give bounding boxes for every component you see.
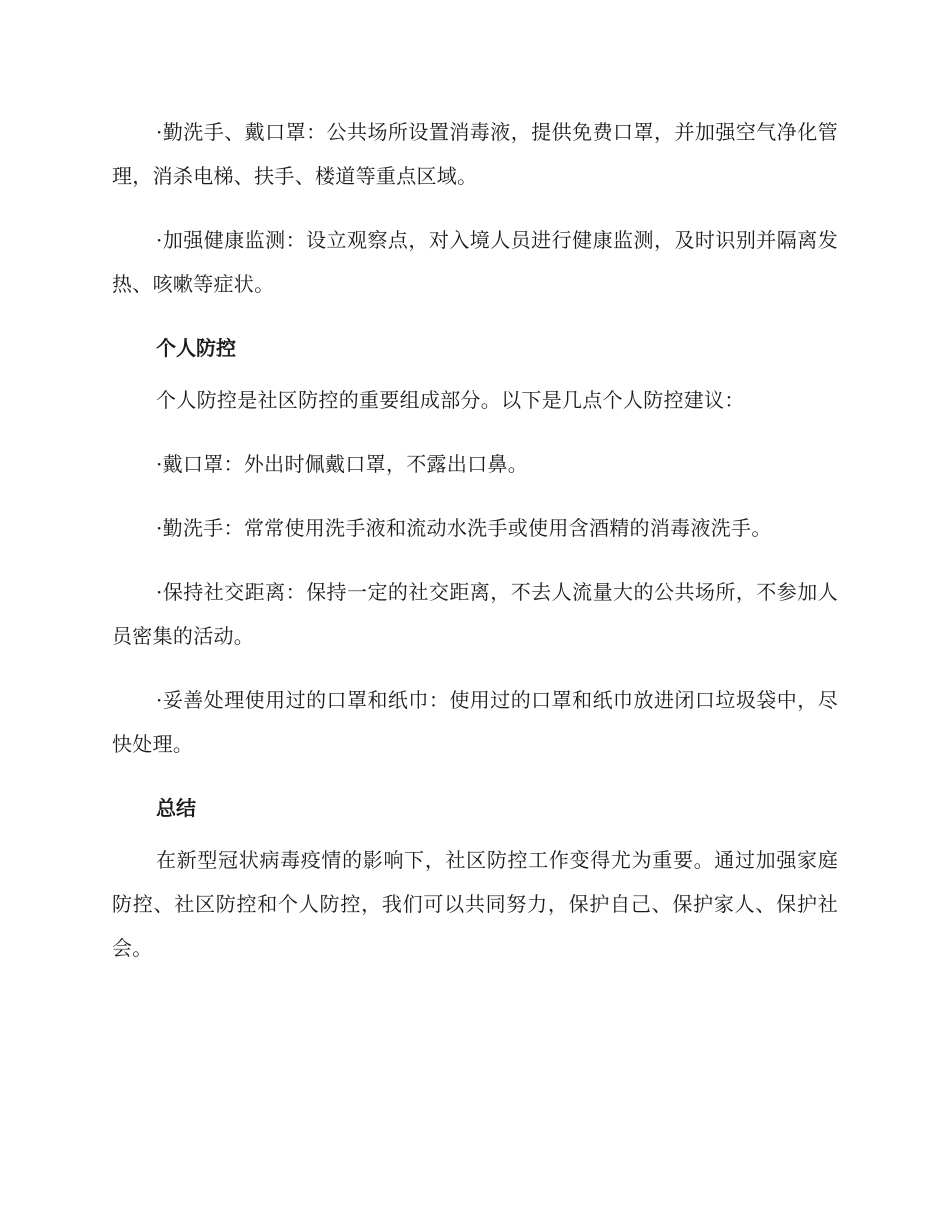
bullet-distance: ·保持社交距离：保持一定的社交距离，不去人流量大的公共场所，不参加人员密集的活动。 [112,580,838,648]
bullet-wash-hands: ·勤洗手：常常使用洗手液和流动水洗手或使用含酒精的消毒液洗手。 [156,516,772,540]
bullet-health-monitor: ·加强健康监测：设立观察点，对入境人员进行健康监测，及时识别并隔离发热、咳嗽等症状。 [112,228,838,296]
bullet-wear-mask: ·戴口罩：外出时佩戴口罩，不露出口鼻。 [156,452,529,476]
summary-text: 在新型冠状病毒疫情的影响下，社区防控工作变得尤为重要。通过加强家庭防控、社区防控和个人防控，我们可以共同努力，保护自己、保护家人、保护社会。 [112,848,838,960]
bullet-dispose: ·妥善处理使用过的口罩和纸巾：使用过的口罩和纸巾放进闭口垃圾袋中，尽快处理。 [112,688,838,756]
heading-summary: 总结 [156,796,196,820]
personal-intro: 个人防控是社区防控的重要组成部分。以下是几点个人防控建议： [156,388,745,412]
heading-personal: 个人防控 [156,336,236,360]
bullet-wash-mask: ·勤洗手、戴口罩：公共场所设置消毒液，提供免费口罩，并加强空气净化管理，消杀电梯、扶手、楼道等重点区域。 [112,120,838,188]
